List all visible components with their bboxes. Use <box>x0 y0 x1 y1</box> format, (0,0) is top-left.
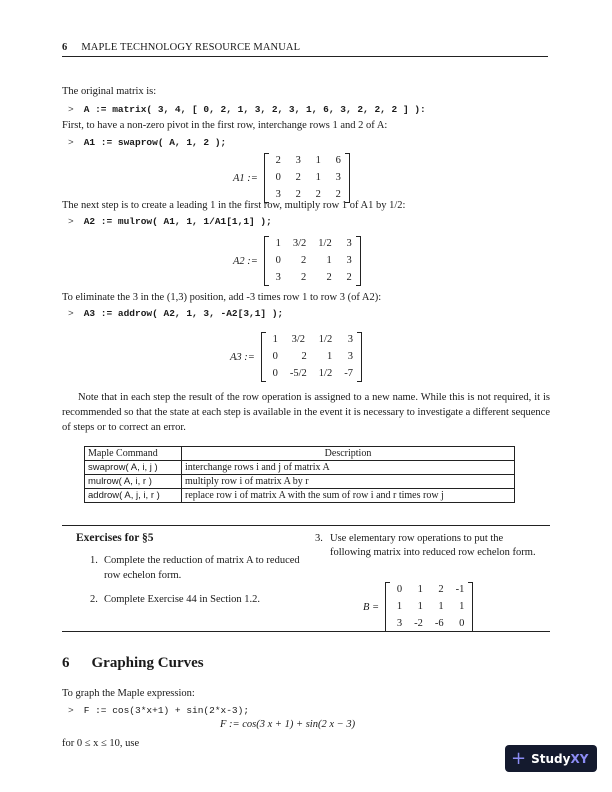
matrix-entry: 0 <box>272 368 278 379</box>
exercises-left <box>76 532 306 607</box>
matrix-entry: 1 <box>417 601 423 612</box>
header-cell: Description <box>182 447 515 461</box>
plus-icon: + <box>511 747 527 769</box>
matrix-body <box>261 332 362 382</box>
matrix-body <box>264 153 350 203</box>
matrix-entry: 3 <box>295 155 301 166</box>
table-row <box>85 461 515 475</box>
paragraph: for 0 ≤ x ≤ 10, use <box>62 738 140 749</box>
matrix-A1 <box>233 153 350 203</box>
page-header <box>62 42 548 57</box>
exercise-item <box>315 532 540 560</box>
matrix-entry: 2 <box>295 189 301 200</box>
matrix-entry: 1 <box>272 334 278 345</box>
matrix-entry: 3 <box>346 238 352 249</box>
matrix-entry: 3 <box>275 272 281 283</box>
matrix-entry: 2 <box>275 155 281 166</box>
matrix-B <box>363 582 473 632</box>
matrix-label: A1 := <box>233 172 258 184</box>
exercise-number: 3. <box>315 533 323 544</box>
matrix-entry: 3 <box>335 172 341 183</box>
table-row <box>85 489 515 503</box>
maple-command <box>68 137 226 148</box>
matrix-entry: 0 <box>275 255 281 266</box>
maple-command <box>68 308 283 319</box>
matrix-entry: 1 <box>315 172 321 183</box>
exercises-title: Exercises for §5 <box>76 532 154 544</box>
description-cell: interchange rows i and j of matrix A <box>182 461 515 475</box>
section-heading <box>62 655 204 672</box>
command-text: A3 := addrow( A2, 1, 3, -A2[3,1] ); <box>83 308 284 319</box>
matrix-entry: 2 <box>326 272 332 283</box>
matrix-entry: 1 <box>438 601 444 612</box>
command-text: A := matrix( 3, 4, [ 0, 2, 1, 3, 2, 3, 1, 6, 3, 2, 2, 2 ] ): <box>83 104 426 115</box>
paragraph: First, to have a non-zero pivot in the first row, interchange rows 1 and 2 of A: <box>62 120 388 131</box>
matrix-entry: 1 <box>459 601 465 612</box>
table-header-row <box>85 447 515 461</box>
matrix-entry: -2 <box>414 618 423 629</box>
matrix-entry: 1 <box>396 601 403 612</box>
matrix-entry: 3/2 <box>292 238 307 249</box>
command-text: A2 := mulrow( A1, 1, 1/A1[1,1] ); <box>83 216 272 227</box>
prompt: > <box>68 216 74 227</box>
matrix-entry: 3/2 <box>291 334 306 345</box>
matrix-entry: 2 <box>295 172 301 183</box>
matrix-entry: -1 <box>455 584 465 595</box>
matrix-label: A3 := <box>230 351 255 363</box>
badge-label-accent: XY <box>570 751 589 766</box>
matrix-entry: -5/2 <box>289 368 307 379</box>
commands-table <box>84 446 515 503</box>
maple-command <box>68 104 426 115</box>
studyxy-badge[interactable] <box>505 745 597 772</box>
paragraph: To graph the Maple expression: <box>62 688 195 699</box>
matrix-entry: 1/2 <box>318 368 333 379</box>
running-title: MAPLE TECHNOLOGY RESOURCE MANUAL <box>81 42 301 53</box>
paragraph: The next step is to create a leading 1 in the first row, multiply row 1 of A1 by 1/2: <box>62 200 406 211</box>
maple-command <box>68 216 272 227</box>
section-number: 6 <box>62 655 70 671</box>
matrix-entry: 0 <box>275 172 281 183</box>
command-cell: addrow( A, j, i, r ) <box>85 489 182 503</box>
maple-output: F := cos(3 x + 1) + sin(2 x − 3) <box>220 719 356 730</box>
header-cell: Maple Command <box>85 447 182 461</box>
matrix-entry: 1/2 <box>318 334 333 345</box>
matrix-body <box>385 582 473 632</box>
prompt: > <box>68 308 74 319</box>
note-paragraph: Note that in each step the result of the row operation is assigned to a new name. While this is not required, it is recommended so that the state at each step is available in the event it is necessary to investigate a different sequence of steps or to correct an error. <box>62 392 550 433</box>
exercise-item <box>76 592 306 607</box>
prompt: > <box>68 137 74 148</box>
badge-label <box>531 752 588 766</box>
matrix-entry: 2 <box>335 189 341 200</box>
matrix-entry: 3 <box>275 189 281 200</box>
exercise-text: Complete the reduction of matrix A to reduced row echelon form. <box>104 555 300 581</box>
command-text: F := cos(3*x+1) + sin(2*x-3); <box>83 705 250 716</box>
matrix-A3 <box>230 332 362 382</box>
matrix-entry: 0 <box>396 584 403 595</box>
command-text: A1 := swaprow( A, 1, 2 ); <box>83 137 227 148</box>
divider <box>62 525 550 526</box>
matrix-entry: 1 <box>326 255 332 266</box>
matrix-entry: 3 <box>346 255 352 266</box>
matrix-entry: 0 <box>459 618 465 629</box>
prompt: > <box>68 104 74 115</box>
matrix-entry: 6 <box>335 155 341 166</box>
matrix-entry: 1 <box>275 238 281 249</box>
exercise-text: Use elementary row operations to put the following matrix into reduced row echelon form. <box>330 533 536 558</box>
badge-label-main: Study <box>531 751 571 766</box>
matrix-label: A2 := <box>233 255 258 267</box>
matrix-entry: 2 <box>438 584 444 595</box>
matrix-entry: 1 <box>326 351 333 362</box>
matrix-entry: 2 <box>301 272 307 283</box>
exercise-number: 1. <box>90 555 98 566</box>
matrix-entry: 0 <box>272 351 278 362</box>
section-title: Graphing Curves <box>91 655 204 671</box>
maple-command <box>68 705 249 716</box>
matrix-label: B = <box>363 601 380 613</box>
matrix-entry: -6 <box>434 618 444 629</box>
matrix-entry: 1/2 <box>318 238 332 249</box>
matrix-entry: 2 <box>315 189 321 200</box>
matrix-entry: 3 <box>396 618 403 629</box>
matrix-A2 <box>233 236 361 286</box>
command-cell: mulrow( A, i, r ) <box>85 475 182 489</box>
command-cell: swaprow( A, i, j ) <box>85 461 182 475</box>
exercise-number: 2. <box>90 594 98 605</box>
divider <box>62 631 550 632</box>
matrix-entry: 1 <box>417 584 423 595</box>
matrix-entry: 2 <box>301 255 307 266</box>
matrix-entry: -7 <box>344 368 353 379</box>
description-cell: multiply row i of matrix A by r <box>182 475 515 489</box>
matrix-entry: 1 <box>315 155 321 166</box>
prompt: > <box>68 705 74 716</box>
page-number: 6 <box>62 42 68 53</box>
exercise-item <box>76 553 306 583</box>
table-row <box>85 475 515 489</box>
exercise-text: Complete Exercise 44 in Section 1.2. <box>104 594 261 605</box>
paragraph: The original matrix is: <box>62 86 157 97</box>
description-cell: replace row i of matrix A with the sum of row i and r times row j <box>182 489 515 503</box>
matrix-body <box>264 236 361 286</box>
matrix-entry: 3 <box>347 351 353 362</box>
paragraph: To eliminate the 3 in the (1,3) position, add -3 times row 1 to row 3 (of A2): <box>62 292 382 303</box>
matrix-entry: 3 <box>347 334 353 345</box>
matrix-entry: 2 <box>301 351 307 362</box>
matrix-entry: 2 <box>346 272 352 283</box>
